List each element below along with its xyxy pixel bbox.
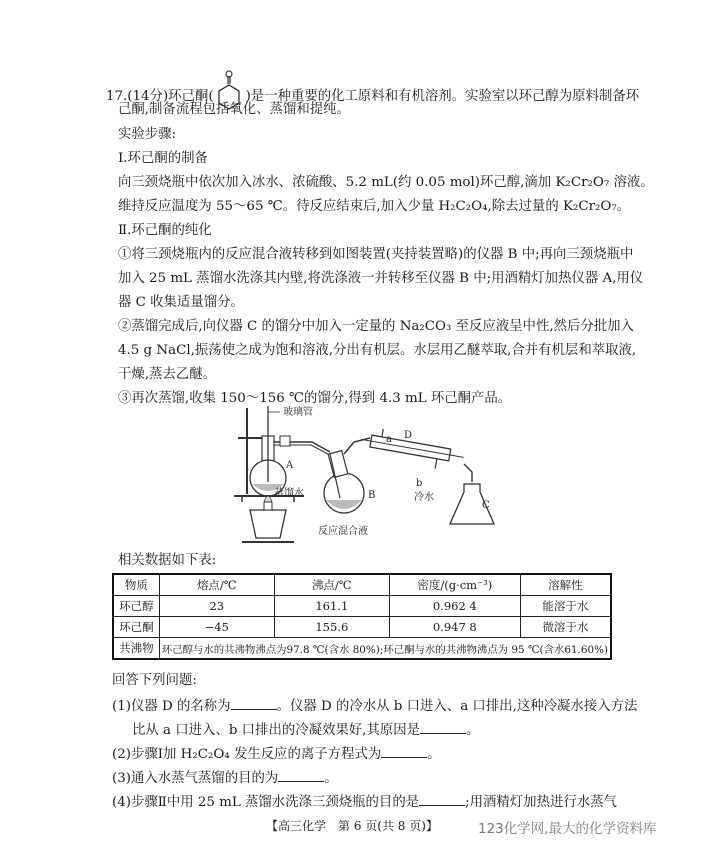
cell: 0.962 4 bbox=[389, 596, 520, 617]
cell: 161.1 bbox=[274, 596, 389, 617]
th-boiling-point: 沸点/℃ bbox=[274, 574, 389, 596]
cell: 0.947 8 bbox=[389, 617, 520, 638]
cell-azeotrope-text: 环己醇与水的共沸物沸点为97.8 ℃(含水 80%);环己酮与水的共沸物沸点为 95 ℃(含水61.60%) bbox=[159, 638, 611, 660]
questions-intro: 回答下列问题: bbox=[112, 673, 197, 688]
step2-p2-line2: 4.5 g NaCl,振荡使之成为饱和溶液,分出有机层。水层用乙醚萃取,合并有机层和萃取液, bbox=[118, 343, 637, 358]
cell: 环己醇 bbox=[113, 596, 159, 617]
cell: 155.6 bbox=[274, 617, 389, 638]
watermark: 123化学网,最大的化学资料库 bbox=[478, 821, 657, 837]
data-table bbox=[112, 573, 612, 660]
label-flask-a: A bbox=[286, 460, 294, 471]
cell: 23 bbox=[159, 596, 274, 617]
th-solubility: 溶解性 bbox=[520, 574, 611, 596]
step2-p2-line1: ②蒸馏完成后,向仪器 C 的馏分中加入一定量的 Na₂CO₃ 至反应液呈中性,然后分批加入 bbox=[118, 319, 634, 334]
answer-blank[interactable] bbox=[419, 791, 465, 806]
cell-azeotrope-label: 共沸物 bbox=[113, 638, 159, 660]
distillation-apparatus-figure bbox=[220, 398, 520, 546]
step1-line2: 维持反应温度为 55～65 ℃。待反应结束后,加入少量 H₂C₂O₄,除去过量的 K₂Cr₂O₇。 bbox=[118, 199, 631, 214]
table-row bbox=[113, 638, 611, 660]
answer-blank[interactable] bbox=[420, 719, 466, 734]
cell: 环己酮 bbox=[113, 617, 159, 638]
cell: −45 bbox=[159, 617, 274, 638]
label-distilled-water: 蒸馏水 bbox=[274, 488, 304, 499]
answer-blank[interactable] bbox=[231, 695, 277, 710]
table-row bbox=[113, 617, 611, 638]
th-density: 密度/(g·cm⁻³) bbox=[389, 574, 520, 596]
label-flask-c: C bbox=[482, 500, 490, 511]
table-title: 相关数据如下表: bbox=[118, 553, 217, 568]
label-port-b: b bbox=[416, 478, 423, 489]
page-footer: 【高三化学 第 6 页(共 8 页)】 bbox=[266, 819, 438, 833]
label-glass-tube: 玻璃管 bbox=[283, 407, 313, 418]
step2-p3: ③再次蒸馏,收集 150～156 ℃的馏分,得到 4.3 mL 环己酮产品。 bbox=[118, 391, 512, 406]
question-4: (4)步骤Ⅱ中用 25 mL 蒸馏水洗涤三颈烧瓶的目的是 ;用酒精灯加热进行水蒸气 bbox=[112, 791, 617, 813]
step1-line1: 向三颈烧瓶中依次加入冰水、浓硫酸、5.2 mL(约 0.05 mol)环己醇,滴加 K₂Cr₂O₇ 溶液。 bbox=[118, 175, 654, 190]
question-1-line2: 比从 a 口进入、b 口排出的冷凝效果好,其原因是 。 bbox=[132, 719, 479, 741]
table-header-row bbox=[113, 574, 611, 596]
cell: 能溶于水 bbox=[520, 596, 611, 617]
flask-b bbox=[324, 451, 364, 513]
th-melting-point: 熔点/℃ bbox=[159, 574, 274, 596]
q17-line2: 己酮,制备流程包括氧化、蒸馏和提纯。 bbox=[118, 102, 350, 117]
answer-blank[interactable] bbox=[381, 743, 427, 758]
step2-p2-line3: 干燥,蒸去乙醚。 bbox=[118, 367, 216, 382]
label-reaction-mixture: 反应混合液 bbox=[318, 526, 368, 537]
cell: 微溶于水 bbox=[520, 617, 611, 638]
condenser-d bbox=[358, 426, 466, 474]
label-cold-water: 冷水 bbox=[414, 492, 434, 503]
question-1-line1: (1)仪器 D 的名称为 。仪器 D 的冷水从 b 口进入、a 口排出,这种冷凝水接入方法 bbox=[112, 695, 637, 717]
label-condenser-d: D bbox=[404, 430, 413, 441]
question-3: (3)通入水蒸气蒸馏的目的为 。 bbox=[112, 767, 338, 789]
question-2: (2)步骤Ⅰ加 H₂C₂O₄ 发生反应的离子方程式为 。 bbox=[112, 743, 441, 765]
th-substance: 物质 bbox=[113, 574, 159, 596]
label-flask-b: B bbox=[368, 490, 376, 501]
q17-line1: 17.(14分)环己酮( )是一种重要的化工原料和有机溶剂。实验室以环己醇为原料制备环 bbox=[106, 70, 639, 112]
step2-p1-line3: 器 C 收集适量馏分。 bbox=[118, 295, 244, 310]
steps-title: 实验步骤: bbox=[118, 127, 177, 142]
step2-p1-line1: ①将三颈烧瓶内的反应混合液转移到如图装置(夹持装置略)的仪器 B 中;再向三颈烧瓶中 bbox=[118, 247, 634, 262]
step1-title: Ⅰ.环己酮的制备 bbox=[118, 151, 208, 166]
answer-blank[interactable] bbox=[278, 767, 324, 782]
step2-title: Ⅱ.环己酮的纯化 bbox=[118, 223, 212, 238]
step2-p1-line2: 加入 25 mL 蒸馏水洗涤其内壁,将洗涤液一并转移至仪器 B 中;用酒精灯加热仪器 A,用仪 bbox=[118, 271, 644, 286]
flask-a bbox=[250, 406, 286, 496]
label-port-a: a bbox=[386, 434, 392, 445]
table-row bbox=[113, 596, 611, 617]
